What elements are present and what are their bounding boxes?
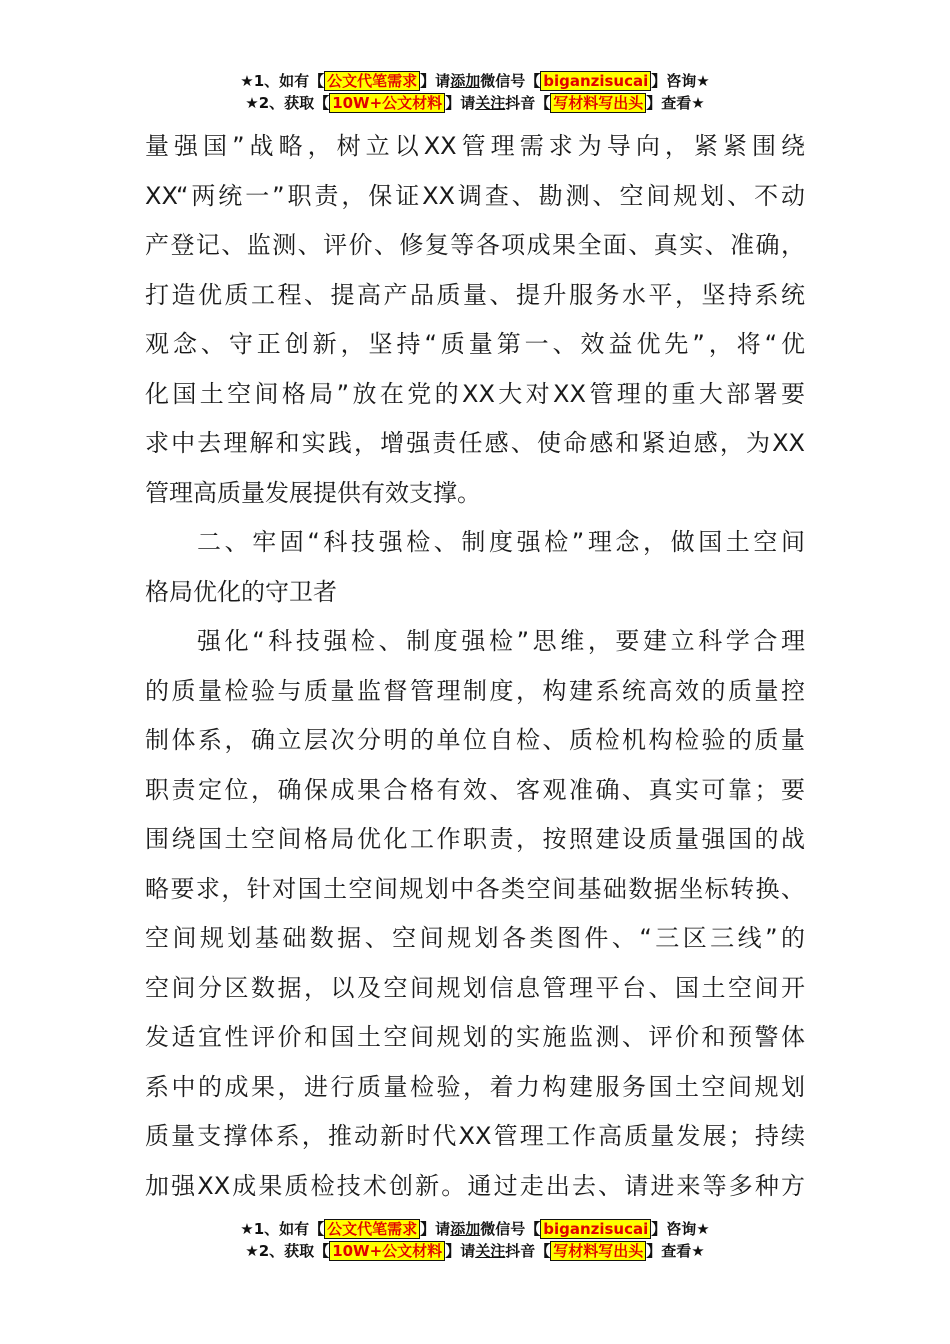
- text-line: 职责定位，确保成果合格有效、客观准确、真实可靠；要: [145, 775, 805, 804]
- promo-text: 抖音【: [505, 94, 551, 112]
- promo-text: 】咨询★: [651, 72, 710, 90]
- promo-underline: 关注: [475, 1242, 506, 1260]
- promo-highlight: 10W+公文材料: [329, 93, 445, 113]
- document-body: [145, 122, 805, 1211]
- promo-highlight: 公文代笔需求: [324, 1219, 420, 1239]
- promo-text: 微信号【: [480, 1220, 541, 1238]
- text-line: 加强XX成果质检技术创新。通过走出去、请进来等多种方: [145, 1171, 805, 1200]
- promo-text: 抖音【: [505, 1242, 551, 1260]
- promo-highlight: biganzisucai: [540, 1219, 651, 1239]
- promo-text: 】咨询★: [651, 1220, 710, 1238]
- promo-text: 】请: [420, 1220, 451, 1238]
- section-heading: [145, 518, 805, 617]
- text-line: 产登记、监测、评价、修复等各项成果全面、真实、准确，: [145, 231, 805, 259]
- text-line: 求中去理解和实践，增强责任感、使命感和紧迫感，为XX: [145, 429, 805, 457]
- promo-text: 微信号【: [480, 72, 541, 90]
- text-line: 打造优质工程、提高产品质量、提升服务水平，坚持系统: [145, 280, 805, 309]
- promo-text: ★2、获取【: [245, 1242, 330, 1260]
- promo-line-1: [0, 70, 950, 92]
- text-line: 化国土空间格局”放在党的XX大对XX管理的重大部署要: [145, 379, 805, 408]
- promo-highlight: 10W+公文材料: [329, 1241, 445, 1261]
- promo-text: 】请: [445, 1242, 476, 1260]
- text-line: 围绕国土空间格局优化工作职责，按照建设质量强国的战: [145, 825, 805, 853]
- text-line: 发适宜性评价和国土空间规划的实施监测、评价和预警体: [145, 1023, 805, 1051]
- text-line: 格局优化的守卫者: [145, 577, 337, 606]
- text-line: 略要求，针对国土空间规划中各类空间基础数据坐标转换、: [145, 874, 805, 903]
- text-line: XX“两统一”职责，保证XX调查、勘测、空间规划、不动: [145, 181, 805, 210]
- promo-text: ★2、获取【: [245, 94, 330, 112]
- text-line: 二、牢固“科技强检、制度强检”理念，做国土空间: [197, 528, 805, 556]
- promo-underline: 关注: [475, 94, 506, 112]
- paragraph-2: [145, 617, 805, 1211]
- promo-line-1: [0, 1218, 950, 1240]
- promo-banner-bottom: [0, 1218, 950, 1262]
- promo-highlight: 写材料写出头: [550, 93, 646, 113]
- text-line: 系中的成果，进行质量检验，着力构建服务国土空间规划: [145, 1072, 805, 1101]
- text-line: 质量支撑体系，推动新时代XX管理工作高质量发展；持续: [145, 1122, 805, 1150]
- promo-text: 】查看★: [646, 1242, 705, 1260]
- text-line: 空间分区数据，以及空间规划信息管理平台、国土空间开: [145, 973, 805, 1002]
- text-line: 制体系，确立层次分明的单位自检、质检机构检验的质量: [145, 726, 805, 754]
- promo-text: 】查看★: [646, 94, 705, 112]
- text-line: 强化“科技强检、制度强检”思维，要建立科学合理: [197, 627, 805, 655]
- paragraph-1: [145, 122, 805, 518]
- promo-underline: 添加: [450, 72, 481, 90]
- text-line: 空间规划基础数据、空间规划各类图件、“三区三线”的: [145, 924, 805, 952]
- text-line: 管理高质量发展提供有效支撑。: [145, 478, 481, 507]
- text-line: 量强国”战略，树立以XX管理需求为导向，紧紧围绕: [145, 132, 805, 160]
- promo-banner-top: [0, 70, 950, 114]
- promo-text: ★1、如有【: [240, 72, 325, 90]
- promo-highlight: 公文代笔需求: [324, 71, 420, 91]
- promo-text: 】请: [445, 94, 476, 112]
- promo-text: 】请: [420, 72, 451, 90]
- promo-highlight: 写材料写出头: [550, 1241, 646, 1261]
- promo-underline: 添加: [450, 1220, 481, 1238]
- text-line: 观念、守正创新，坚持“质量第一、效益优先”，将“优: [145, 330, 805, 358]
- promo-text: ★1、如有【: [240, 1220, 325, 1238]
- promo-line-2: [0, 1240, 950, 1262]
- promo-line-2: [0, 92, 950, 114]
- promo-highlight: biganzisucai: [540, 71, 651, 91]
- text-line: 的质量检验与质量监督管理制度，构建系统高效的质量控: [145, 676, 805, 705]
